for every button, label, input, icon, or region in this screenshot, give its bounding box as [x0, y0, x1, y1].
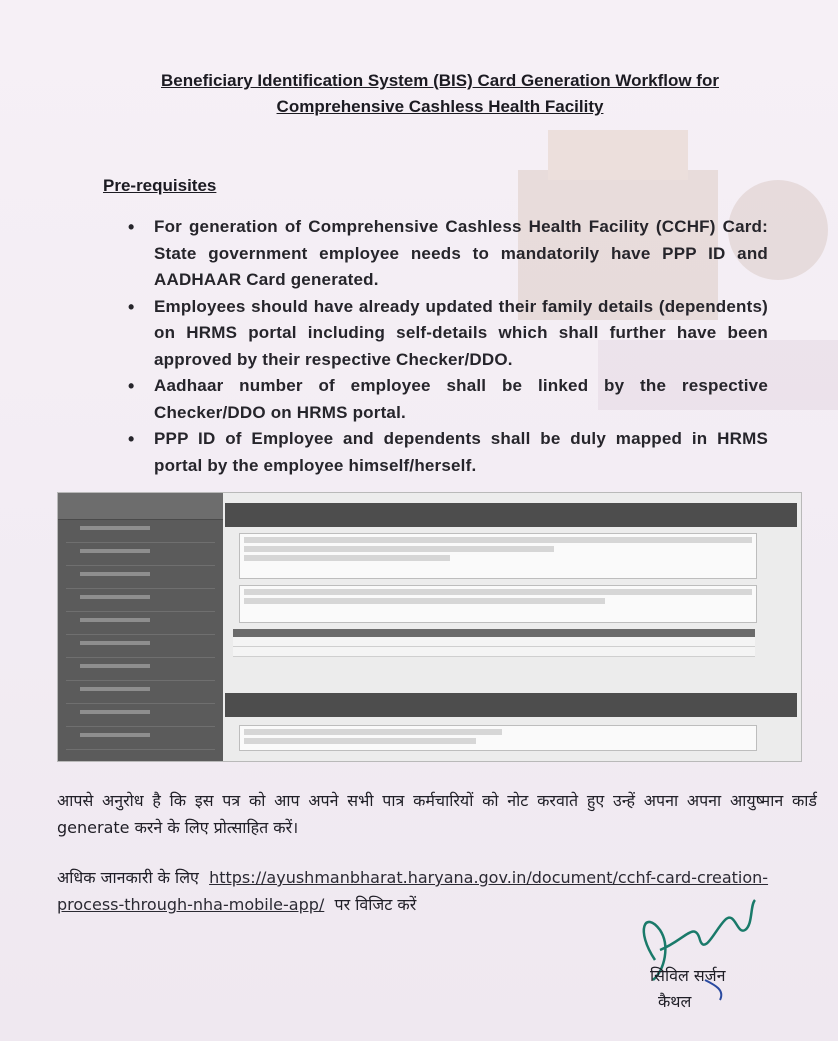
portal-sidebar	[58, 493, 223, 761]
aadhaar-panel	[239, 533, 757, 579]
sidebar-item	[66, 733, 215, 750]
list-item: • Aadhaar number of employee shall be linked by the respective Checker/DDO on HRMS portal.	[128, 373, 768, 426]
signatory-place: कैथल	[658, 992, 692, 1011]
portal-logo	[58, 493, 223, 520]
hrms-portal-screenshot	[57, 492, 802, 762]
prerequisites-heading: Pre-requisites	[103, 176, 217, 195]
sidebar-item	[66, 641, 215, 658]
document-title	[70, 68, 810, 120]
portal-header-bar	[225, 503, 797, 527]
family-id-panel	[239, 585, 757, 623]
sidebar-item	[66, 595, 215, 612]
sidebar-item	[66, 710, 215, 727]
title-line-2: Comprehensive Cashless Health Facility	[276, 97, 604, 116]
info-suffix: पर विजिट करें	[334, 895, 417, 914]
info-prefix: अधिक जानकारी के लिए	[57, 868, 199, 887]
sidebar-item	[66, 549, 215, 566]
prerequisites-list	[128, 214, 768, 479]
sidebar-item	[66, 526, 215, 543]
info-link[interactable]: https://ayushmanbharat.haryana.gov.in/document/cchf-card-creation-process-through-nha-mobile-app/	[57, 868, 769, 914]
portal-main	[223, 493, 801, 761]
sidebar-item	[66, 572, 215, 589]
title-line-1: Beneficiary Identification System (BIS) Card Generation Workflow for	[161, 71, 719, 90]
signature-block	[650, 963, 726, 1015]
sidebar-item	[66, 664, 215, 681]
request-paragraph: आपसे अनुरोध है कि इस पत्र को आप अपने सभी पात्र कर्मचारियों को नोट करवाते हुए उन्हें अपना अपना आयुष्मान कार्ड generate करने के लिए प्रोत्साहित करें।	[57, 791, 817, 837]
list-item: • PPP ID of Employee and dependents shall be duly mapped in HRMS portal by the employee himself/herself.	[128, 426, 768, 479]
sidebar-item	[66, 618, 215, 635]
ppp-mapping-table	[233, 629, 755, 665]
contact-bar	[225, 693, 797, 717]
list-item: • For generation of Comprehensive Cashless Health Facility (CCHF) Card: State government employee needs to mandatorily have PPP ID and AADHAAR Card generated.	[128, 214, 768, 294]
list-item: • Employees should have already updated their family details (dependents) on HRMS portal including self-details which shall further have been approved by their respective Checker/DDO.	[128, 294, 768, 374]
signatory-designation: सिविल सर्जन	[650, 966, 726, 985]
contact-panel	[239, 725, 757, 751]
sidebar-item	[66, 687, 215, 704]
